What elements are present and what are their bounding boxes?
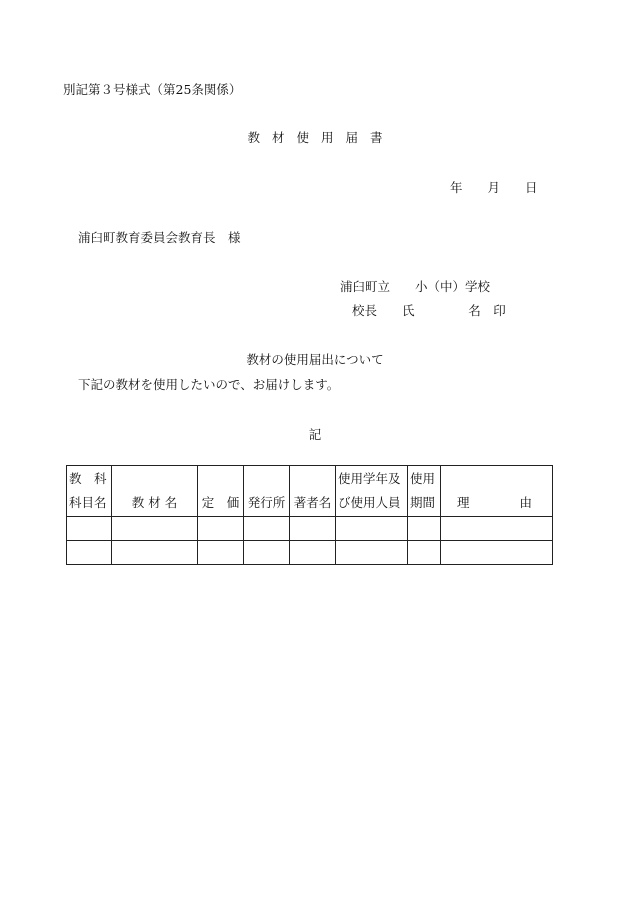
date-line (450, 178, 538, 196)
table-header-row (67, 466, 553, 517)
table-cell (408, 517, 441, 541)
date-month: 月 (487, 180, 501, 195)
table-cell (408, 541, 441, 565)
header-subject (67, 466, 112, 517)
principal-name-seal: 名 印 (468, 303, 506, 318)
title-char: 書 (370, 130, 383, 145)
header-price: 定 価 (198, 466, 244, 517)
table-cell (112, 541, 198, 565)
table-cell (67, 541, 112, 565)
table-cell (67, 517, 112, 541)
title-char: 材 (271, 130, 285, 145)
table-row (67, 517, 553, 541)
table-cell (336, 517, 408, 541)
table-cell (244, 517, 290, 541)
header-publisher: 発行所 (244, 466, 290, 517)
header-reason-left: 理 (457, 495, 470, 510)
school-line (340, 277, 490, 295)
date-year: 年 (450, 180, 463, 195)
document-title (0, 128, 630, 146)
table-row (67, 541, 553, 565)
header-material-name: 教 材 名 (112, 466, 198, 517)
body-text: 下記の教材を使用したいので、お届けします。 (78, 377, 340, 392)
header-author: 著者名 (290, 466, 336, 517)
school-prefix: 浦臼町立 (340, 279, 391, 294)
table-cell (290, 541, 336, 565)
table-cell (441, 517, 553, 541)
header-reason (441, 466, 553, 517)
header-period-line2: 期間 (410, 495, 436, 510)
table-cell (441, 541, 553, 565)
principal-label: 校長 (352, 303, 378, 318)
table-cell (198, 517, 244, 541)
header-grade-line2: び使用人員 (338, 495, 401, 510)
table-cell (290, 517, 336, 541)
header-grade (336, 466, 408, 517)
addressee: 浦臼町教育委員会教育長 様 (78, 230, 241, 245)
header-period-line1: 使用 (410, 471, 436, 486)
date-day: 日 (525, 180, 538, 195)
title-char: 届 (345, 130, 359, 145)
table-cell (198, 541, 244, 565)
header-subject-line1: 教 科 (69, 471, 107, 486)
table-cell (336, 541, 408, 565)
title-char: 使 (296, 130, 309, 145)
header-grade-line1: 使用学年及 (338, 471, 401, 486)
table-cell (112, 517, 198, 541)
principal-line (352, 301, 506, 319)
title-char: 教 (247, 130, 260, 145)
title-char: 用 (321, 130, 334, 145)
header-reason-right: 由 (519, 495, 532, 510)
header-subject-line2: 科目名 (69, 495, 107, 510)
header-period (408, 466, 441, 517)
form-identifier: 別記第３号様式（第25条関係） (63, 82, 242, 97)
subject-line: 教材の使用届出について (246, 352, 384, 367)
school-suffix: 小（中）学校 (415, 279, 491, 294)
principal-honorific: 氏 (402, 303, 415, 318)
table-cell (244, 541, 290, 565)
ki-marker: 記 (308, 427, 322, 442)
materials-table (66, 465, 553, 565)
